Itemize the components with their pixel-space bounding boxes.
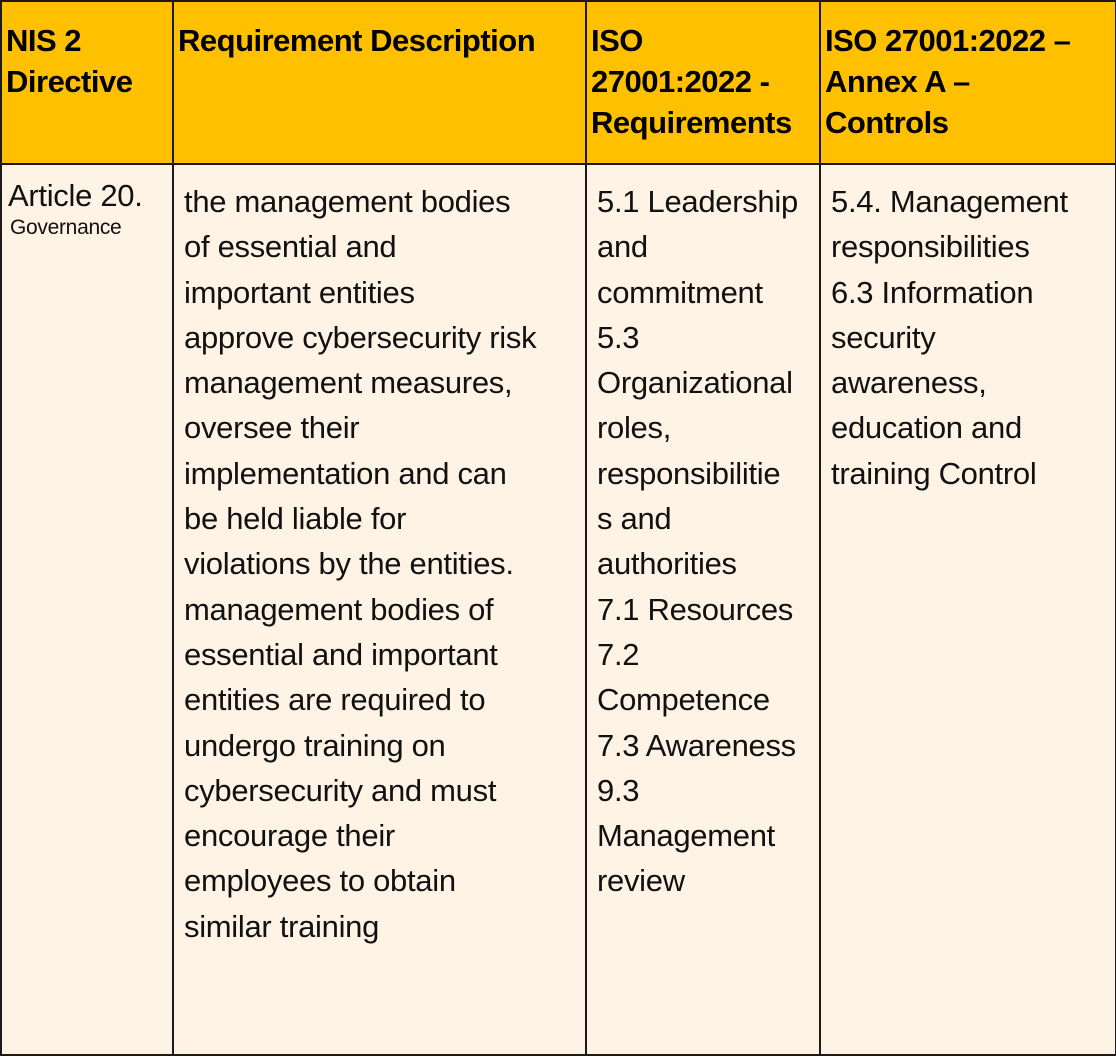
- cell-iso-requirements: [586, 164, 820, 1055]
- header-row: [1, 1, 1116, 164]
- table-body: [1, 164, 1116, 1055]
- header-requirement-description: Requirement Description: [173, 1, 586, 164]
- annex-a-controls-text: 5.4. Management responsibilities 6.3 Information security awareness, education and training Control: [831, 184, 1068, 491]
- header-nis2-directive: NIS 2 Directive: [1, 1, 173, 164]
- header-iso-requirements: ISO 27001:2022 - Requirements: [586, 1, 820, 164]
- iso-requirements-text: 5.1 Leadership and commitment 5.3 Organizational roles, responsibilitie s and authorities 7.1 Resources 7.2 Competence 7.3 Awareness 9.3 Management review: [597, 184, 798, 899]
- cell-article: [1, 164, 173, 1055]
- cell-annex-a-controls: [820, 164, 1116, 1055]
- requirement-description-text: the management bodies of essential and important entities approve cybersecurity risk management measures, oversee their implementation and can be held liable for violations by the entities. management bodies of essential and important entities are required to undergo training on cybersecurity and must encourage their employees to obtain similar training: [184, 184, 537, 944]
- table-row: [1, 164, 1116, 1055]
- article-title: Article 20.: [8, 178, 143, 213]
- header-annex-a-controls: ISO 27001:2022 – Annex A – Controls: [820, 1, 1116, 164]
- table-header: [1, 1, 1116, 164]
- article-subtitle: Governance: [10, 216, 122, 239]
- cell-requirement-description: [173, 164, 586, 1055]
